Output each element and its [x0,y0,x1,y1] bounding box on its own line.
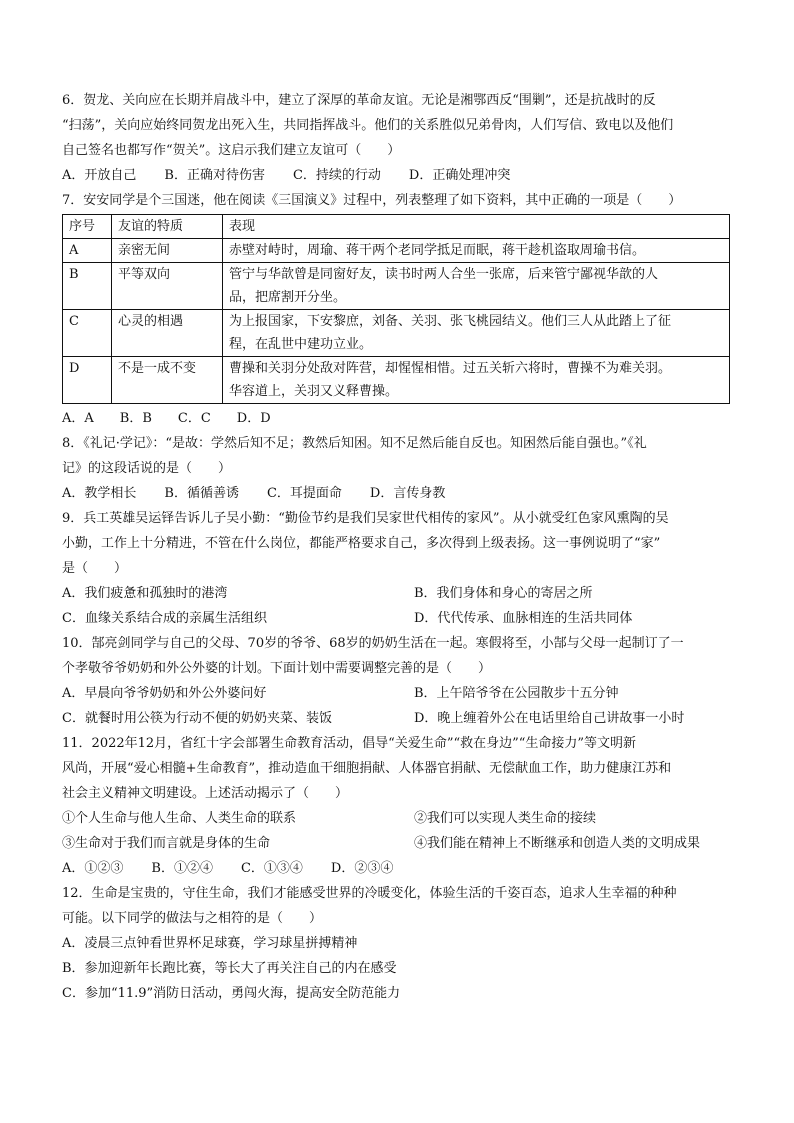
q10-stem-line-2: 个孝敬爷爷奶奶和外公外婆的计划。下面计划中需要调整完善的是（ ） [62,661,492,676]
table-row [63,263,730,310]
q8-option-d[interactable]: D．言传身教 [369,486,446,501]
q9-option-d[interactable]: D．代代传承、血脉相连的生活共同体 [414,611,633,626]
q8-option-b[interactable]: B．循循善诱 [164,486,239,501]
q9-option-a[interactable]: A．我们疲惫和孤独时的港湾 [62,586,228,601]
row-example [223,239,730,263]
q10-stem-line-1: 10．郜亮剑同学与自己的父母、70岁的爷爷、68岁的奶奶生活在一起。寒假将至，小郜与父母一起制订了一 [62,636,684,651]
q11-statements-row-2 [62,831,732,856]
q9-options-row-2 [62,606,732,631]
q8-options [62,481,732,506]
row-id: B [63,263,112,310]
row-example-line: 曹操和关羽分处敌对阵营，却惺惺相惜。过五关斩六将时，曹操不为难关羽。 [229,361,672,376]
question-12 [62,881,732,1006]
row-trait: 平等双向 [112,263,223,310]
q11-statement-4: ④我们能在精神上不断继承和创造人类的文明成果 [414,836,701,851]
row-example-line: 赤壁对峙时，周瑜、蒋干两个老同学抵足而眠，蒋干趁机盗取周瑜书信。 [229,243,646,258]
exam-page [62,88,732,1006]
q11-option-b[interactable]: B．①②④ [151,861,213,876]
header-example: 表现 [223,215,730,239]
q10-option-a[interactable]: A．早晨向爷爷奶奶和外公外婆问好 [62,686,267,701]
q12-option-b[interactable]: B．参加迎新年长跑比赛，等长大了再关注自己的内在感受 [62,961,397,976]
header-id: 序号 [63,215,112,239]
header-trait: 友谊的特质 [112,215,223,239]
q11-option-d[interactable]: D．②③④ [330,861,394,876]
row-example-line: 华容道上，关羽又义释曹操。 [229,384,399,399]
row-example [223,357,730,404]
row-example [223,263,730,310]
row-example-line: 为上报国家，下安黎庶，刘备、关羽、张飞桃园结义。他们三人从此踏上了征 [229,314,672,329]
friendship-table [62,214,730,404]
table-row [63,239,730,263]
question-8 [62,431,732,506]
q8-stem-line-1: 8．《礼记·学记》：“是故：学然后知不足；教然后知困。知不足然后能自反也。知困然后能自强也。”《礼 [62,436,647,451]
q6-stem-line-1: 6．贺龙、关向应在长期并肩战斗中，建立了深厚的革命友谊。无论是湘鄂西反“围剿”，还是抗战时的反 [62,93,656,108]
question-10 [62,631,732,731]
q12-option-a[interactable]: A．凌晨三点钟看世界杯足球赛，学习球星拼搏精神 [62,936,358,951]
q11-stem-line-1: 11．2022年12月，省红十字会部署生命教育活动，倡导“关爱生命”“救在身边”“生命接力”等文明新 [62,736,637,751]
row-trait: 心灵的相遇 [112,310,223,357]
q8-stem-line-2: 记》的这段话说的是（ ） [62,461,232,476]
q9-stem-line-1: 9．兵工英雄吴运铎告诉儿子吴小勤：“勤俭节约是我们吴家世代相传的家风”。从小就受红色家风熏陶的吴 [62,511,669,526]
table-row [63,310,730,357]
q9-option-b[interactable]: B．我们身体和身心的寄居之所 [414,586,593,601]
q6-stem-line-2: “扫荡”，关向应始终同贺龙出死入生，共同指挥战斗。他们的关系胜似兄弟骨肉，人们写信、致电以及他们 [62,118,674,133]
row-trait: 亲密无间 [112,239,223,263]
q7-stem: 7．安安同学是个三国迷，他在阅读《三国演义》过程中，列表整理了如下资料，其中正确的一项是（ ） [62,193,682,208]
row-example-line: 程，在乱世中建功立业。 [229,337,373,352]
question-7 [62,188,732,431]
table-row [63,357,730,404]
q6-options [62,163,732,188]
q10-option-c[interactable]: C．就餐时用公筷为行动不便的奶奶夹菜、装饭 [62,711,332,726]
q6-option-c[interactable]: C．持续的行动 [292,168,381,183]
q11-stem-line-3: 社会主义精神文明建设。上述活动揭示了（ ） [62,786,349,801]
q12-stem-line-2: 可能。以下同学的做法与之相符的是（ ） [62,911,323,926]
q11-statement-3: ③生命对于我们而言就是身体的生命 [62,836,271,851]
q6-option-d[interactable]: D．正确处理冲突 [408,168,511,183]
row-example [223,310,730,357]
question-9 [62,506,732,631]
q12-option-c[interactable]: C．参加“11.9”消防日活动，勇闯火海，提高安全防范能力 [62,986,401,1001]
q9-option-c[interactable]: C．血缘关系结合成的亲属生活组织 [62,611,267,626]
question-6 [62,88,732,188]
q6-stem-line-3: 自己签名也都写作“贺关”。这启示我们建立友谊可（ ） [62,143,401,158]
question-11 [62,731,732,881]
row-example-line: 管宁与华歆曾是同窗好友，读书时两人合坐一张席，后来管宁鄙视华歆的人 [229,267,659,282]
q10-options-row-2 [62,706,732,731]
q9-stem-line-3: 是（ ） [62,561,128,576]
q11-stem-line-2: 风尚，开展“爱心相髓+生命教育”，推动造血干细胞捐献、人体器官捐献、无偿献血工作，助力健康江苏和 [62,761,672,776]
row-id: C [63,310,112,357]
q10-options-row-1 [62,681,732,706]
q11-options [62,856,732,881]
q10-option-b[interactable]: B．上午陪爷爷在公园散步十五分钟 [414,686,619,701]
row-id: A [63,239,112,263]
row-example-line: 品，把席割开分坐。 [229,290,347,305]
q10-option-d[interactable]: D．晚上缠着外公在电话里给自己讲故事一小时 [414,711,685,726]
q11-statements-row-1 [62,806,732,831]
q8-option-c[interactable]: C．耳提面命 [266,486,342,501]
q11-statement-1: ①个人生命与他人生命、人类生命的联系 [62,811,297,826]
q11-statement-2: ②我们可以实现人类生命的接续 [414,811,597,826]
q9-stem-line-2: 小勤，工作上十分精进，不管在什么岗位，都能严格要求自己，多次得到上级表扬。这一事例说明了“家” [62,536,661,551]
q8-option-a[interactable]: A．教学相长 [62,486,137,501]
q7-options[interactable]: A．A B．B C．C D．D [62,411,271,426]
row-trait: 不是一成不变 [112,357,223,404]
table-header-row [63,215,730,239]
q6-option-b[interactable]: B．正确对待伤害 [164,168,265,183]
q9-options-row-1 [62,581,732,606]
q11-option-c[interactable]: C．①③④ [240,861,303,876]
q11-option-a[interactable]: A．①②③ [62,861,124,876]
q6-option-a[interactable]: A．开放自己 [62,168,137,183]
row-id: D [63,357,112,404]
q12-stem-line-1: 12．生命是宝贵的，守住生命，我们才能感受世界的冷暖变化，体验生活的千姿百态，追求人生幸福的种种 [62,886,677,901]
